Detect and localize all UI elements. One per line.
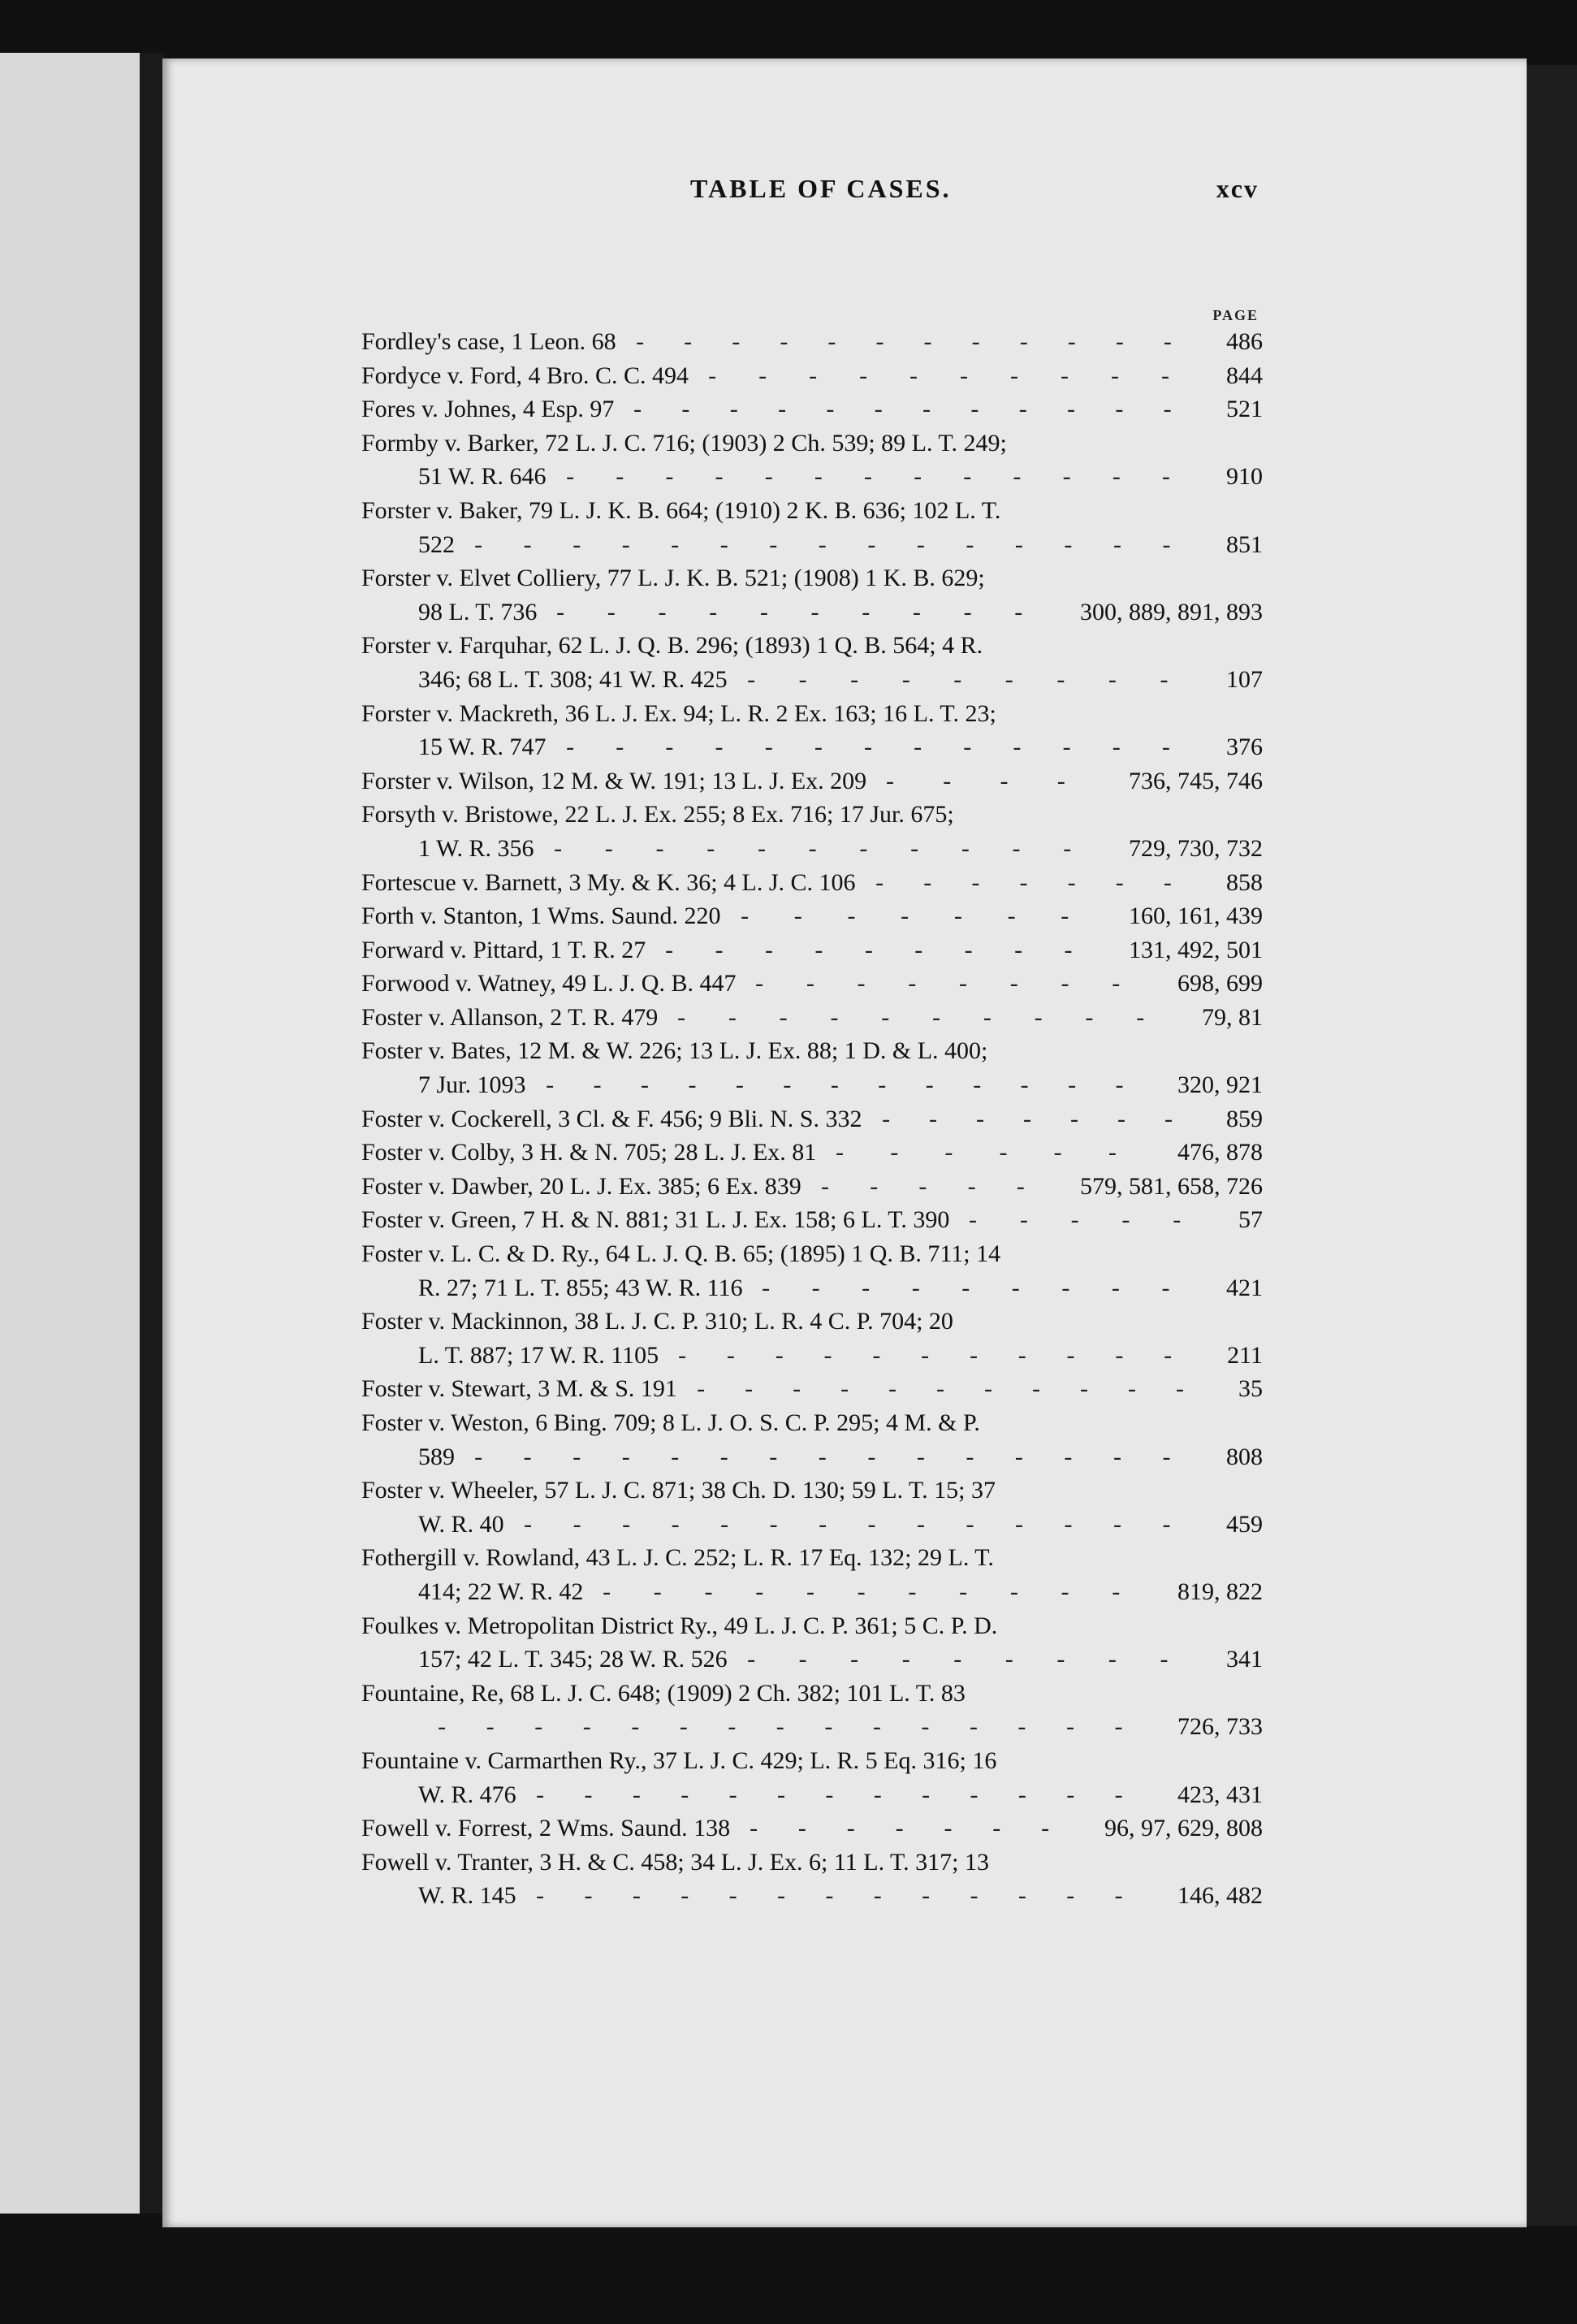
case-citation [361, 1541, 1263, 1575]
case-citation [361, 933, 1263, 967]
case-entry [361, 494, 1263, 561]
citation-text: Forward v. Pittard, 1 T. R. 27 [361, 936, 646, 963]
citation-text: W. R. 476 [418, 1781, 516, 1808]
citation-text: 15 W. R. 747 [418, 734, 547, 761]
dot-leader: --------- [747, 665, 1212, 693]
dot-leader: ------------- [536, 1781, 1163, 1808]
citation-text: Forster v. Mackreth, 36 L. J. Ex. 94; L. R. 2 Ex. 163; 16 L. T. 23; [361, 699, 996, 727]
case-citation [361, 967, 1263, 1001]
citation-text: W. R. 145 [418, 1882, 516, 1910]
citation-text: 51 W. R. 646 [418, 463, 547, 491]
dot-leader: ----------- [554, 834, 1114, 862]
citation-text: 157; 42 L. T. 345; 28 W. R. 526 [418, 1646, 728, 1673]
case-citation [361, 1406, 1263, 1440]
dot-leader: ------------- [566, 734, 1212, 761]
citation-text: R. 27; 71 L. T. 855; 43 W. R. 116 [418, 1274, 743, 1301]
citation-text: Forth v. Stanton, 1 Wms. Saund. 220 [361, 902, 721, 930]
citation-text: Forster v. Farquhar, 62 L. J. Q. B. 296; (1893) 1 Q. B. 564; 4 R. [361, 632, 983, 660]
page-references: 851 [1226, 530, 1263, 558]
dot-leader: -------- [755, 970, 1163, 998]
citation-text: Fowell v. Tranter, 3 H. & C. 458; 34 L. J. Ex. 6; 11 L. T. 317; 13 [361, 1848, 989, 1876]
page-references: 320, 921 [1177, 1071, 1263, 1099]
citation-text: 414; 22 W. R. 42 [418, 1577, 584, 1605]
citation-text: Forster v. Elvet Colliery, 77 L. J. K. B. 521; (1908) 1 K. B. 629; [361, 565, 985, 592]
page-references: 79, 81 [1202, 1003, 1263, 1031]
page-references: 698, 699 [1177, 970, 1263, 998]
page-references: 146, 482 [1177, 1882, 1263, 1910]
citation-text: W. R. 40 [418, 1510, 504, 1538]
page-references: 476, 878 [1177, 1139, 1263, 1166]
case-entry [361, 1541, 1263, 1608]
case-entry [361, 1744, 1263, 1811]
citation-text: Forster v. Wilson, 12 M. & W. 191; 13 L. J. Ex. 209 [361, 767, 867, 794]
page-references: 57 [1238, 1206, 1263, 1234]
case-citation-continued [361, 1339, 1263, 1373]
case-citation [361, 561, 1263, 595]
citation-text: Forwood v. Watney, 49 L. J. Q. B. 447 [361, 970, 737, 998]
dot-leader: ----------- [678, 1341, 1212, 1369]
case-citation [361, 1474, 1263, 1508]
case-entry [361, 561, 1263, 629]
case-citation [361, 1677, 1263, 1711]
case-citation-continued [361, 730, 1263, 764]
page-references: 808 [1226, 1443, 1263, 1470]
case-citation [361, 426, 1263, 461]
case-citation [361, 359, 1263, 393]
case-entry [361, 933, 1263, 967]
case-citation-continued [361, 1879, 1263, 1913]
case-citation [361, 494, 1263, 528]
case-citation [361, 1609, 1263, 1643]
page-references: 423, 431 [1177, 1781, 1263, 1808]
case-citation [361, 899, 1263, 933]
page-references: 459 [1226, 1510, 1263, 1538]
citation-text: Foster v. Dawber, 20 L. J. Ex. 385; 6 Ex. 839 [361, 1172, 801, 1200]
case-citation [361, 1102, 1263, 1136]
case-entry [361, 798, 1263, 865]
citation-text: Foster v. Wheeler, 57 L. J. C. 871; 38 Ch. D. 130; 59 L. T. 15; 37 [361, 1477, 996, 1504]
case-citation [361, 1001, 1263, 1035]
dot-leader: ---------- [556, 598, 1065, 625]
case-entry [361, 359, 1263, 393]
case-entry [361, 1677, 1263, 1744]
citation-text: Foster v. L. C. & D. Ry., 64 L. J. Q. B. 65; (1895) 1 Q. B. 711; 14 [361, 1240, 1001, 1268]
dot-leader: -------------- [524, 1510, 1212, 1538]
case-citation [361, 1744, 1263, 1778]
case-citation-continued [361, 1642, 1263, 1677]
citation-text: Fortescue v. Barnett, 3 My. & K. 36; 4 L. J. C. 106 [361, 868, 856, 896]
dot-leader: ------------ [636, 328, 1212, 355]
dot-leader: --------------- [474, 530, 1212, 558]
page-number: xcv [1216, 174, 1259, 203]
case-entry [361, 764, 1263, 798]
page-references: 736, 745, 746 [1129, 767, 1263, 794]
case-citation-continued [361, 595, 1263, 630]
citation-text: Fountaine, Re, 68 L. J. C. 648; (1909) 2 Ch. 382; 101 L. T. 83 [361, 1679, 966, 1707]
citation-text: Forsyth v. Bristowe, 22 L. J. Ex. 255; 8 Ex. 716; 17 Jur. 675; [361, 801, 954, 829]
dot-leader: ------------ [633, 396, 1212, 423]
dot-leader: ----- [821, 1172, 1065, 1200]
case-citation-continued [361, 1710, 1263, 1744]
page-references: 858 [1226, 868, 1263, 896]
page-header [487, 174, 1259, 223]
case-entry [361, 629, 1263, 696]
page-references: 844 [1226, 361, 1263, 389]
case-citation [361, 1846, 1263, 1880]
case-citation [361, 325, 1263, 359]
citation-text: 522 [418, 530, 455, 558]
case-citation-continued [361, 1508, 1263, 1542]
citation-text: L. T. 887; 17 W. R. 1105 [418, 1341, 659, 1369]
case-citation [361, 866, 1263, 900]
dot-leader: ---------- [708, 361, 1212, 389]
dot-leader: ------- [750, 1815, 1090, 1842]
case-entry [361, 1305, 1263, 1372]
case-entry [361, 1406, 1263, 1474]
dot-leader: ----- [969, 1206, 1224, 1234]
dot-leader: --------- [747, 1646, 1212, 1673]
case-entry [361, 1474, 1263, 1541]
citation-text: 346; 68 L. T. 308; 41 W. R. 425 [418, 665, 728, 693]
page-references: 579, 581, 658, 726 [1080, 1172, 1263, 1200]
case-citation [361, 1372, 1263, 1406]
case-entry [361, 1609, 1263, 1677]
dot-leader: ------------- [566, 463, 1212, 491]
citation-text: Formby v. Barker, 72 L. J. C. 716; (1903) 2 Ch. 539; 89 L. T. 249; [361, 429, 1007, 457]
case-citation [361, 1203, 1263, 1237]
citation-text: 7 Jur. 1093 [418, 1071, 526, 1099]
case-list [361, 325, 1263, 1913]
citation-text: Fores v. Johnes, 4 Esp. 97 [361, 396, 615, 423]
citation-text: Fowell v. Forrest, 2 Wms. Saund. 138 [361, 1815, 731, 1842]
page-references: 131, 492, 501 [1129, 936, 1263, 963]
case-citation-continued [361, 1271, 1263, 1305]
dot-leader: ------ [836, 1139, 1163, 1166]
citation-text: 589 [418, 1443, 455, 1470]
case-entry [361, 392, 1263, 426]
dot-leader: ------- [882, 1105, 1212, 1132]
page-gutter [140, 53, 164, 2214]
citation-text: Foster v. Allanson, 2 T. R. 479 [361, 1003, 659, 1031]
case-citation-continued [361, 1778, 1263, 1812]
page-column-heading: PAGE [1212, 307, 1259, 323]
citation-text: Foster v. Green, 7 H. & N. 881; 31 L. J. Ex. 158; 6 L. T. 390 [361, 1206, 950, 1234]
case-entry [361, 1136, 1263, 1170]
case-citation-continued [361, 1575, 1263, 1609]
dot-leader: ---- [886, 767, 1114, 794]
case-citation [361, 764, 1263, 798]
case-entry [361, 426, 1263, 494]
page-references: 421 [1226, 1274, 1263, 1301]
page-references: 859 [1226, 1105, 1263, 1132]
citation-text: 1 W. R. 356 [418, 834, 534, 862]
case-citation-continued [361, 528, 1263, 562]
page-references: 160, 161, 439 [1129, 902, 1263, 930]
dot-leader: --------------- [438, 1713, 1163, 1741]
dot-leader: --------------- [474, 1443, 1212, 1470]
dot-leader: ------- [741, 902, 1114, 930]
case-citation [361, 629, 1263, 663]
dot-leader: ------------- [536, 1882, 1163, 1910]
page-references: 376 [1226, 734, 1263, 761]
right-border [1527, 65, 1577, 2226]
page-references: 341 [1226, 1646, 1263, 1673]
citation-text: Fordley's case, 1 Leon. 68 [361, 328, 616, 355]
case-citation-continued [361, 832, 1263, 866]
page-references: 96, 97, 629, 808 [1104, 1815, 1263, 1842]
case-entry [361, 697, 1263, 764]
citation-text: Forster v. Baker, 79 L. J. K. B. 664; (1910) 2 K. B. 636; 102 L. T. [361, 496, 1001, 524]
citation-text: Fountaine v. Carmarthen Ry., 37 L. J. C. 429; L. R. 5 Eq. 316; 16 [361, 1746, 997, 1774]
citation-text: Foster v. Stewart, 3 M. & S. 191 [361, 1375, 677, 1403]
citation-text: Foster v. Cockerell, 3 Cl. & F. 456; 9 Bli. N. S. 332 [361, 1105, 862, 1132]
case-citation [361, 1237, 1263, 1271]
citation-text: Foster v. Bates, 12 M. & W. 226; 13 L. J. Ex. 88; 1 D. & L. 400; [361, 1037, 988, 1065]
case-entry [361, 1811, 1263, 1846]
case-entry [361, 325, 1263, 359]
case-citation [361, 1034, 1263, 1068]
running-title: TABLE OF CASES. [690, 174, 952, 203]
dot-leader: ----------- [603, 1577, 1163, 1605]
case-entry [361, 1372, 1263, 1406]
case-citation [361, 697, 1263, 731]
case-entry [361, 866, 1263, 900]
case-citation [361, 798, 1263, 832]
case-entry [361, 1034, 1263, 1101]
case-citation [361, 1811, 1263, 1846]
page-references: 729, 730, 732 [1129, 834, 1263, 862]
citation-text: Foulkes v. Metropolitan District Ry., 49 L. J. C. P. 361; 5 C. P. D. [361, 1612, 998, 1639]
page-references: 107 [1226, 665, 1263, 693]
case-citation-continued [361, 460, 1263, 494]
page-references: 211 [1227, 1341, 1263, 1369]
case-citation-continued [361, 663, 1263, 697]
citation-text: Fordyce v. Ford, 4 Bro. C. C. 494 [361, 361, 689, 389]
citation-text: Fothergill v. Rowland, 43 L. J. C. 252; L. R. 17 Eq. 132; 29 L. T. [361, 1544, 994, 1572]
case-entry [361, 1203, 1263, 1237]
case-citation-continued [361, 1068, 1263, 1102]
case-citation-continued [361, 1440, 1263, 1474]
page-references: 35 [1238, 1375, 1263, 1403]
citation-text: Foster v. Weston, 6 Bing. 709; 8 L. J. O. S. C. P. 295; 4 M. & P. [361, 1409, 980, 1436]
case-entry [361, 1237, 1263, 1305]
citation-text: 98 L. T. 736 [418, 598, 538, 625]
case-citation [361, 1305, 1263, 1339]
case-entry [361, 1001, 1263, 1035]
case-entry [361, 967, 1263, 1001]
case-citation [361, 1136, 1263, 1170]
dot-leader: ---------- [677, 1003, 1187, 1031]
citation-text: Foster v. Colby, 3 H. & N. 705; 28 L. J. Ex. 81 [361, 1139, 817, 1166]
page-references: 910 [1226, 463, 1263, 491]
case-entry [361, 899, 1263, 933]
dot-leader: ----------- [697, 1375, 1224, 1403]
case-citation [361, 392, 1263, 426]
case-entry [361, 1170, 1263, 1204]
page-references: 726, 733 [1177, 1713, 1263, 1741]
dot-leader: --------- [762, 1274, 1212, 1301]
page-references: 486 [1226, 328, 1263, 355]
page-references: 521 [1226, 396, 1263, 423]
case-entry [361, 1846, 1263, 1913]
case-citation [361, 1170, 1263, 1204]
facing-page-edge [0, 53, 142, 2214]
dot-leader: ------------- [546, 1071, 1163, 1099]
dot-leader: --------- [665, 936, 1114, 963]
page-references: 300, 889, 891, 893 [1080, 598, 1263, 625]
dot-leader: ------- [875, 868, 1212, 896]
case-entry [361, 1102, 1263, 1136]
page-references: 819, 822 [1177, 1577, 1263, 1605]
citation-text: Foster v. Mackinnon, 38 L. J. C. P. 310; L. R. 4 C. P. 704; 20 [361, 1308, 953, 1335]
